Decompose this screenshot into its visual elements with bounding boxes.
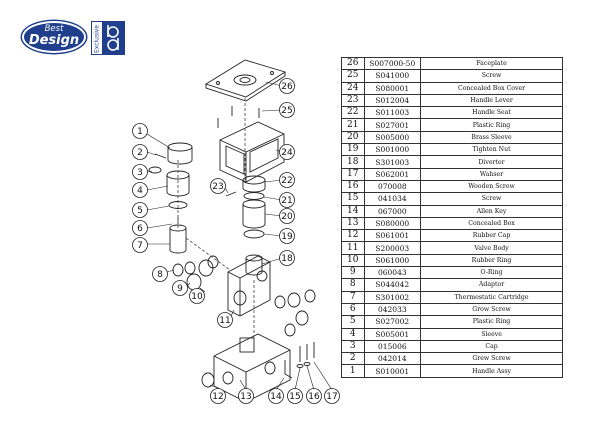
part-name-cell: Wahser bbox=[421, 168, 563, 180]
part-code-cell: S005001 bbox=[364, 328, 421, 340]
part-name-cell: Thermostatic Cartridge bbox=[421, 291, 563, 303]
part-code-cell: S001000 bbox=[364, 144, 421, 156]
part-number-cell: 3 bbox=[342, 340, 365, 352]
part-name-cell: Sleeve bbox=[421, 328, 563, 340]
part-name-cell: Brass Sleeve bbox=[421, 131, 563, 143]
part-number-cell: 6 bbox=[342, 303, 365, 315]
part-name-cell: Wooden Screw bbox=[421, 180, 563, 192]
callout-label: 3 bbox=[137, 168, 143, 179]
part-code-cell: 060043 bbox=[364, 267, 421, 279]
part-number-cell: 25 bbox=[342, 70, 365, 82]
part-code-cell: S007000-50 bbox=[364, 58, 421, 70]
callout-label: 14 bbox=[270, 392, 282, 403]
callout-label: 11 bbox=[219, 316, 231, 327]
part-code-cell: S080000 bbox=[364, 217, 421, 229]
part-code-cell: S005000 bbox=[364, 131, 421, 143]
callout-label: 26 bbox=[281, 82, 293, 93]
callout-label: 24 bbox=[281, 148, 293, 159]
part-number-cell: 20 bbox=[342, 131, 365, 143]
part-code-cell: S301003 bbox=[364, 156, 421, 168]
callout-label: 2 bbox=[137, 148, 143, 159]
part-name-cell: Screw bbox=[421, 193, 563, 205]
part-name-cell: Rubber Cap bbox=[421, 230, 563, 242]
screws-part bbox=[297, 342, 314, 368]
brass-sleeve-part bbox=[243, 200, 265, 228]
handle-assy-part bbox=[168, 143, 192, 164]
callout-label: 19 bbox=[281, 232, 293, 243]
part-code-cell: S027002 bbox=[364, 316, 421, 328]
part-code-cell: 070008 bbox=[364, 180, 421, 192]
part-code-cell: S012004 bbox=[364, 94, 421, 106]
callout-label: 9 bbox=[177, 284, 183, 295]
part-name-cell: Adaptor bbox=[421, 279, 563, 291]
part-name-cell: Faceplate bbox=[421, 58, 563, 70]
part-code-cell: S011003 bbox=[364, 107, 421, 119]
part-code-cell: S027001 bbox=[364, 119, 421, 131]
part-name-cell: Tighten Nut bbox=[421, 144, 563, 156]
part-number-cell: 8 bbox=[342, 279, 365, 291]
cartridge-part bbox=[170, 225, 186, 253]
callout-label: 1 bbox=[137, 127, 143, 138]
part-code-cell: 042033 bbox=[364, 303, 421, 315]
part-number-cell: 5 bbox=[342, 316, 365, 328]
part-number-cell: 12 bbox=[342, 230, 365, 242]
callout-label: 13 bbox=[240, 392, 252, 403]
callout-label: 21 bbox=[281, 196, 293, 207]
part-code-cell: S200003 bbox=[364, 242, 421, 254]
part-code-cell: S041000 bbox=[364, 70, 421, 82]
part-code-cell: 067000 bbox=[364, 205, 421, 217]
part-name-cell: Allen Key bbox=[421, 205, 563, 217]
part-code-cell: 041034 bbox=[364, 193, 421, 205]
part-code-cell: S301002 bbox=[364, 291, 421, 303]
part-code-cell: 042014 bbox=[364, 353, 421, 365]
part-code-cell: S010001 bbox=[364, 365, 421, 377]
part-number-cell: 7 bbox=[342, 291, 365, 303]
part-name-cell: Plastic Ring bbox=[421, 316, 563, 328]
cap-part bbox=[149, 167, 161, 173]
callout-label: 23 bbox=[212, 182, 224, 193]
grew-screw-part bbox=[155, 154, 166, 158]
box-cover-part bbox=[220, 122, 284, 182]
part-name-cell: Grew Screw bbox=[421, 353, 563, 365]
part-name-cell: Valve Body bbox=[421, 242, 563, 254]
callout-label: 20 bbox=[281, 212, 293, 223]
part-name-cell: O-Ring bbox=[421, 267, 563, 279]
valve-body-part bbox=[228, 256, 270, 316]
part-number-cell: 4 bbox=[342, 328, 365, 340]
callout-label: 15 bbox=[289, 392, 301, 403]
part-name-cell: Concealed Box bbox=[421, 217, 563, 229]
callout-label: 7 bbox=[137, 241, 143, 252]
callout-label: 17 bbox=[326, 392, 338, 403]
part-number-cell: 26 bbox=[342, 58, 365, 70]
callout-label: 12 bbox=[212, 392, 224, 403]
plastic-ring-21-part bbox=[244, 193, 264, 200]
tighten-nut-part bbox=[244, 230, 264, 238]
part-number-cell: 14 bbox=[342, 205, 365, 217]
part-number-cell: 13 bbox=[342, 217, 365, 229]
callout-label: 4 bbox=[137, 186, 143, 197]
part-code-cell: S061001 bbox=[364, 230, 421, 242]
part-name-cell: Screw bbox=[421, 70, 563, 82]
part-name-cell: Handle Seat bbox=[421, 107, 563, 119]
part-number-cell: 21 bbox=[342, 119, 365, 131]
part-code-cell: S062001 bbox=[364, 168, 421, 180]
callout-label: 25 bbox=[281, 106, 293, 117]
part-number-cell: 24 bbox=[342, 82, 365, 94]
part-number-cell: 16 bbox=[342, 180, 365, 192]
part-code-cell: 015006 bbox=[364, 340, 421, 352]
faceplate-part bbox=[206, 60, 285, 101]
part-name-cell: Plastic Ring bbox=[421, 119, 563, 131]
part-name-cell: Handle Assy bbox=[421, 365, 563, 377]
part-name-cell: Diverter bbox=[421, 156, 563, 168]
part-code-cell: S080001 bbox=[364, 82, 421, 94]
callout-label: 10 bbox=[191, 292, 203, 303]
exclusive-text: Exclusive bbox=[93, 24, 100, 53]
callout-label: 5 bbox=[137, 206, 143, 217]
callout-label: 6 bbox=[137, 224, 143, 235]
part-number-cell: 17 bbox=[342, 168, 365, 180]
callout-label: 18 bbox=[281, 254, 293, 265]
part-name-cell: Concealed Box Cover bbox=[421, 82, 563, 94]
callout-label: 22 bbox=[281, 176, 293, 187]
callout-label: 8 bbox=[157, 270, 163, 281]
logo-top-text: Best bbox=[44, 24, 64, 34]
part-number-cell: 22 bbox=[342, 107, 365, 119]
part-number-cell: 2 bbox=[342, 353, 365, 365]
part-code-cell: S061000 bbox=[364, 254, 421, 266]
part-name-cell: Handle Lever bbox=[421, 94, 563, 106]
part-number-cell: 10 bbox=[342, 254, 365, 266]
part-number-cell: 19 bbox=[342, 144, 365, 156]
part-name-cell: Grow Screw bbox=[421, 303, 563, 315]
part-name-cell: Cap bbox=[421, 340, 563, 352]
part-number-cell: 18 bbox=[342, 156, 365, 168]
rubber-cap-part bbox=[202, 373, 214, 387]
allen-key-part bbox=[285, 360, 292, 378]
part-number-cell: 23 bbox=[342, 94, 365, 106]
part-number-cell: 15 bbox=[342, 193, 365, 205]
part-number-cell: 1 bbox=[342, 365, 365, 377]
logo-bottom-text: Design bbox=[28, 33, 80, 48]
part-number-cell: 9 bbox=[342, 267, 365, 279]
part-number-cell: 11 bbox=[342, 242, 365, 254]
fittings-right bbox=[275, 290, 315, 336]
callout-label: 16 bbox=[308, 392, 320, 403]
part-code-cell: S044042 bbox=[364, 279, 421, 291]
part-name-cell: Rubber Ring bbox=[421, 254, 563, 266]
